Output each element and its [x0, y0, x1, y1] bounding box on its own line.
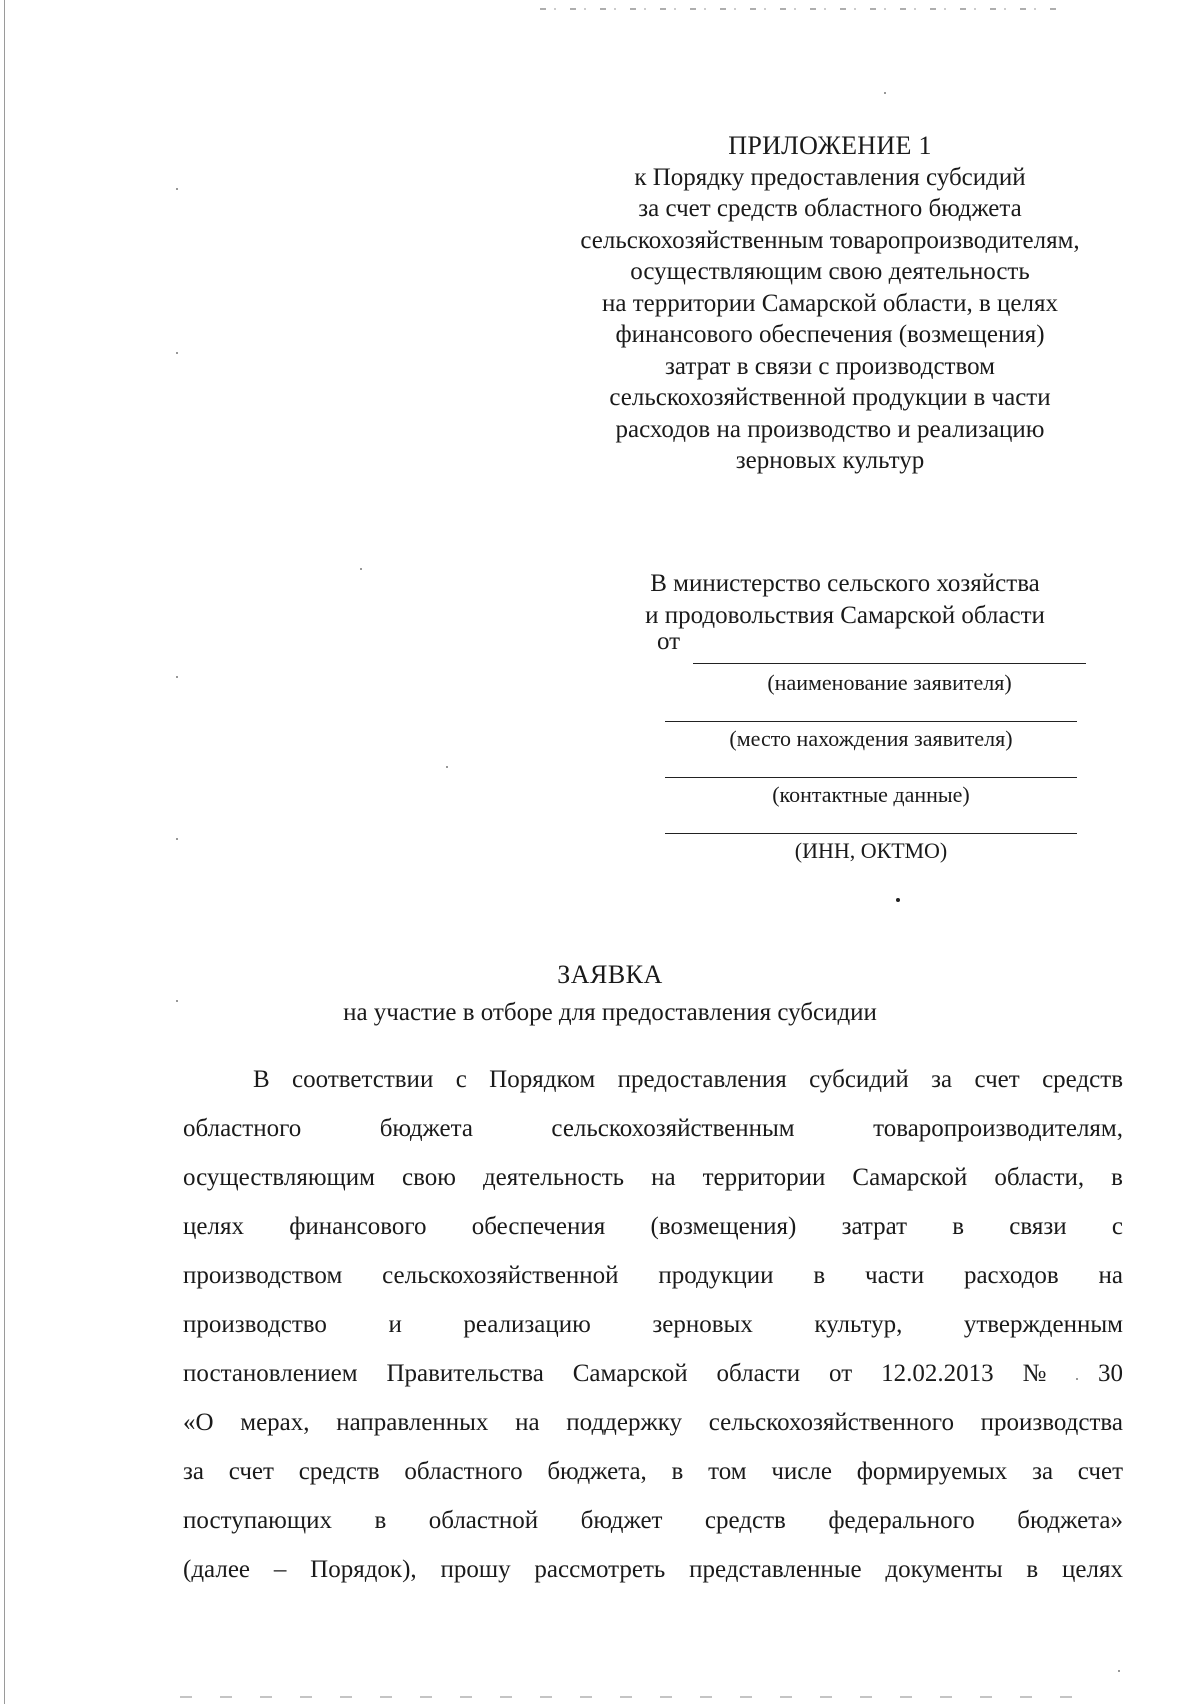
body-line: производство и реализацию зерновых культур, утвержденным [183, 1311, 1123, 1338]
applicant-location-field[interactable] [665, 721, 1077, 722]
appendix-line: на территории Самарской области, в целях [602, 289, 1058, 317]
applicant-inn-caption: (ИНН, ОКТМО) [794, 838, 948, 863]
applicant-location-caption: (место нахождения заявителя) [729, 726, 1013, 751]
body-line: целях финансового обеспечения (возмещения) затрат в связи с [183, 1213, 1123, 1240]
request-subtitle: на участие в отборе для предоставления субсидии [343, 999, 877, 1026]
appendix-line: осуществляющим свою деятельность [630, 258, 1030, 285]
body-line: (далее – Порядок), прошу рассмотреть представленные документы в целях [183, 1556, 1123, 1583]
appendix-line: сельскохозяйственным товаропроизводителям, [580, 226, 1080, 254]
body-line: за счет средств областного бюджета, в том числе формируемых за счет [183, 1458, 1123, 1485]
body-line: областного бюджета сельскохозяйственным товаропроизводителям, [183, 1115, 1123, 1142]
applicant-contacts-caption: (контактные данные) [772, 782, 970, 807]
addressee-line-2: и продовольствия Самарской области [645, 602, 1045, 629]
scan-edge-bottom [180, 1696, 1080, 1698]
body-line: «О мерах, направленных на поддержку сельскохозяйственного производства [183, 1409, 1123, 1436]
scan-edge-left [4, 0, 5, 1704]
appendix-line: финансового обеспечения (возмещения) [615, 321, 1045, 348]
request-title: ЗАЯВКА [557, 960, 663, 989]
body-line: производством сельскохозяйственной продукции в части расходов на [183, 1262, 1123, 1289]
appendix-line: зерновых культур [735, 447, 925, 474]
applicant-name-caption: (наименование заявителя) [767, 670, 1012, 695]
appendix-line: за счет средств областного бюджета [638, 195, 1022, 222]
addressee-line-1: В министерство сельского хозяйства [650, 570, 1040, 597]
request-body [183, 1065, 1123, 1604]
applicant-name-field[interactable] [693, 663, 1086, 664]
appendix-line: затрат в связи с производством [665, 352, 995, 380]
appendix-line: к Порядку предоставления субсидий [634, 163, 1026, 191]
appendix-title: ПРИЛОЖЕНИЕ 1 [728, 131, 932, 160]
applicant-inn-field[interactable] [665, 833, 1077, 834]
body-line: осуществляющим свою деятельность на территории Самарской области, в [183, 1164, 1123, 1191]
appendix-line: расходов на производство и реализацию [615, 415, 1045, 443]
appendix-line: сельскохозяйственной продукции в части [609, 384, 1051, 411]
body-line: поступающих в областной бюджет средств федерального бюджета» [183, 1507, 1123, 1534]
addressee-block [590, 568, 1100, 632]
appendix-header [540, 130, 1120, 477]
body-line: постановлением Правительства Самарской области от 12.02.2013 № 30 [183, 1360, 1123, 1387]
scan-edge-top [540, 8, 1060, 10]
body-line: В соответствии с Порядком предоставления субсидий за счет средств [253, 1066, 1123, 1093]
from-label: от [657, 628, 681, 655]
applicant-contacts-field[interactable] [665, 777, 1077, 778]
